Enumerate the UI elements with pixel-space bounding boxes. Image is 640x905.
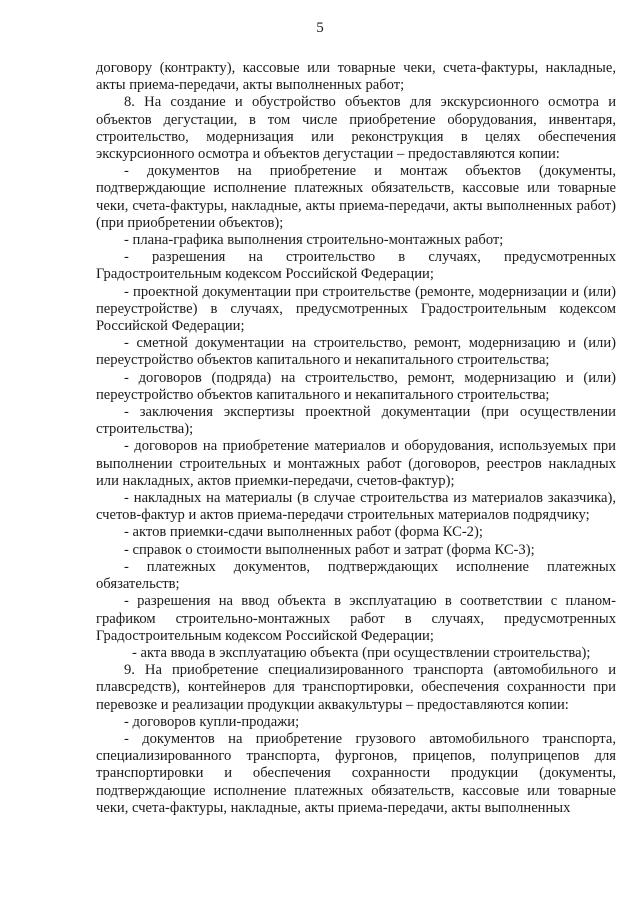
list-item: - сметной документации на строительство, ремонт, модернизацию и (или) переустройство объектов капитального и некапитального строительства; [96,335,616,369]
page-number: 5 [316,20,324,36]
list-item: - проектной документации при строительстве (ремонте, модернизации и (или) переустройстве) в случаях, предусмотренных Градостроительным кодексом Российской Федерации; [96,283,616,335]
document-body [96,60,616,817]
list-item: - плана-графика выполнения строительно-монтажных работ; [124,232,504,249]
list-item: - договоров (подряда) на строительство, ремонт, модернизацию и (или) переустройство объектов капитального и некапитального строительства; [96,369,616,403]
list-item: - договоров на приобретение материалов и оборудования, используемых при выполнении строительных и монтажных работ (договоров, реестров накладных или накладных, актов приемки-передачи, счетов-фактур); [96,438,616,489]
list-item: - договоров купли-продажи; [124,713,300,730]
paragraph-item-9: 9. На приобретение специализированного транспорта (автомобильного и плавсредств), контейнеров для транспортировки, обеспечения сохранности при перевозке и реализации продукции аквакультуры – предоставляются копии: [96,662,616,713]
paragraph-item-8: 8. На создание и обустройство объектов для экскурсионного осмотра и объектов дегустации, в том числе приобретение оборудования, инвентаря, строительство, модернизация или реконструкция в целях обеспечения экскурсионного осмотра и объектов дегустации – предоставляются копии: [96,94,616,163]
list-item: - документов на приобретение грузового автомобильного транспорта, специализированного транспорта, фургонов, прицепов, полуприцепов для транспортировки и обеспечения сохранности продукции (документы, подтверждающие исполнение платежных обязательств, кассовые или товарные чеки, счета-фактуры, накладные, акты приема-передачи, акты выполненных [96,730,616,816]
list-item: - актов приемки-сдачи выполненных работ (форма КС-2); [124,524,483,541]
list-item: - заключения экспертизы проектной документации (при осуществлении строительства); [96,404,616,438]
list-item: - накладных на материалы (в случае строительства из материалов заказчика), счетов-фактур и актов приема-передачи строительных материалов подрядчику; [96,490,616,524]
list-item: - справок о стоимости выполненных работ и затрат (форма КС-3); [124,541,535,558]
list-item: - платежных документов, подтверждающих исполнение платежных обязательств; [96,558,616,593]
list-item: - разрешения на ввод объекта в эксплуатацию в соответствии с планом-графиком строительно-монтажных работ в случаях, предусмотренных Градостроительным кодексом Российской Федерации; [96,593,616,644]
paragraph-continuation: договору (контракту), кассовые или товарные чеки, счета-фактуры, накладные, акты приема-передачи, акты выполненных работ; [96,60,616,94]
list-item: - разрешения на строительство в случаях, предусмотренных Градостроительным кодексом Российской Федерации; [96,249,616,283]
list-item: - документов на приобретение и монтаж объектов (документы, подтверждающие исполнение платежных обязательств, кассовые или товарные чеки, счета-фактуры, накладные, акты приема-передачи, акты выполненных работ) (при приобретении объектов); [96,163,616,231]
list-item: - акта ввода в эксплуатацию объекта (при осуществлении строительства); [132,644,591,661]
